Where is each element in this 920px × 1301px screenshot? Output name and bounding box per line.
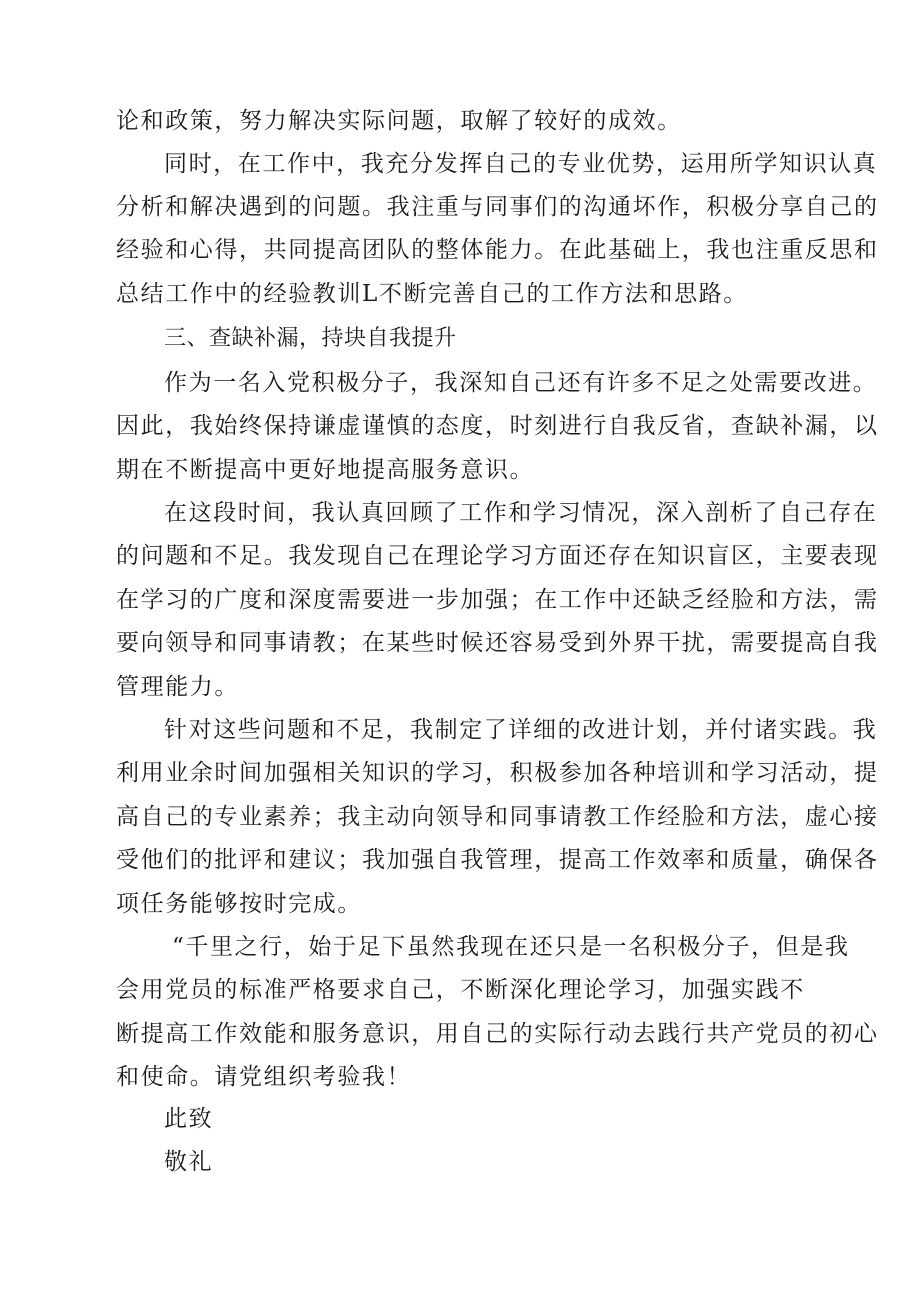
paragraph-line: 同时，在工作中，我充分发挥自己的专业优势，运用所学知识认真	[164, 151, 878, 177]
paragraph-line: 管理能力。	[116, 674, 239, 700]
paragraph-line: 受他们的批评和建议；我加强自我管理，提高工作效率和质量，确保各	[116, 847, 879, 873]
paragraph-line: 高自己的专业素养；我主动向领导和同事请教工作经脸和方法，虚心接	[116, 804, 879, 830]
closing-salutation: 此致	[164, 1106, 214, 1132]
paragraph-line: 利用业余时间加强相关知识的学习，积极参加各种培训和学习活动，提	[116, 760, 879, 786]
paragraph-line: 论和政策，努力解决实际问题，取解了较好的成效。	[116, 108, 682, 134]
paragraph-line: 针对这些问题和不足，我制定了详细的改进计划，并付诸实践。我	[164, 717, 878, 743]
paragraph-line: 和使命。请党组织考验我！	[116, 1064, 412, 1090]
paragraph-line: 因此，我始终保持谦虚谨慎的态度，时刻进行自我反省，查缺补漏，以	[116, 413, 879, 439]
paragraph-line: 在这段时间，我认真回顾了工作和学习情况，深入剖析了自己存在	[164, 500, 878, 526]
paragraph-line: 期在不断提高中更好地提高服务意识。	[116, 457, 535, 483]
paragraph-line: 断提高工作效能和服务意识，用自己的实际行动去践行共产党员的初心	[116, 1021, 879, 1047]
paragraph-line: 经验和心得，共同提高团队的整体能力。在此基础上，我也注重反思和	[116, 237, 879, 263]
paragraph-line: 作为一名入党积极分子，我深知自己还有许多不足之处需要改进。	[164, 370, 878, 396]
section-heading: 三、查缺补漏，持块自我提升	[164, 326, 457, 351]
paragraph-line: 分析和解决遇到的问题。我注重与同事们的沟通坏作，积极分享自己的	[116, 194, 879, 220]
paragraph-line: 要向领导和同事请教；在某些时候还容易受到外界干扰，需要提高自我	[116, 630, 879, 656]
closing-respects: 敬礼	[164, 1149, 214, 1175]
paragraph-line: “千里之行，始于足下虽然我现在还只是一名积极分子，但是我	[172, 934, 850, 960]
paragraph-line: 会用党员的标准严格要求自己，不断深化理论学习，加强实践不	[116, 977, 805, 1003]
paragraph-line: 在学习的广度和深度需要进一步加强；在工作中还缺乏经脸和方法，需	[116, 587, 879, 613]
paragraph-line: 项任务能够按时完成。	[116, 891, 362, 917]
paragraph-line: 总结工作中的经验教训L不断完善自己的工作方法和思路。	[116, 281, 748, 307]
paragraph-line: 的问题和不足。我发现自己在理论学习方面还存在知识盲区，主要表现	[116, 543, 879, 569]
